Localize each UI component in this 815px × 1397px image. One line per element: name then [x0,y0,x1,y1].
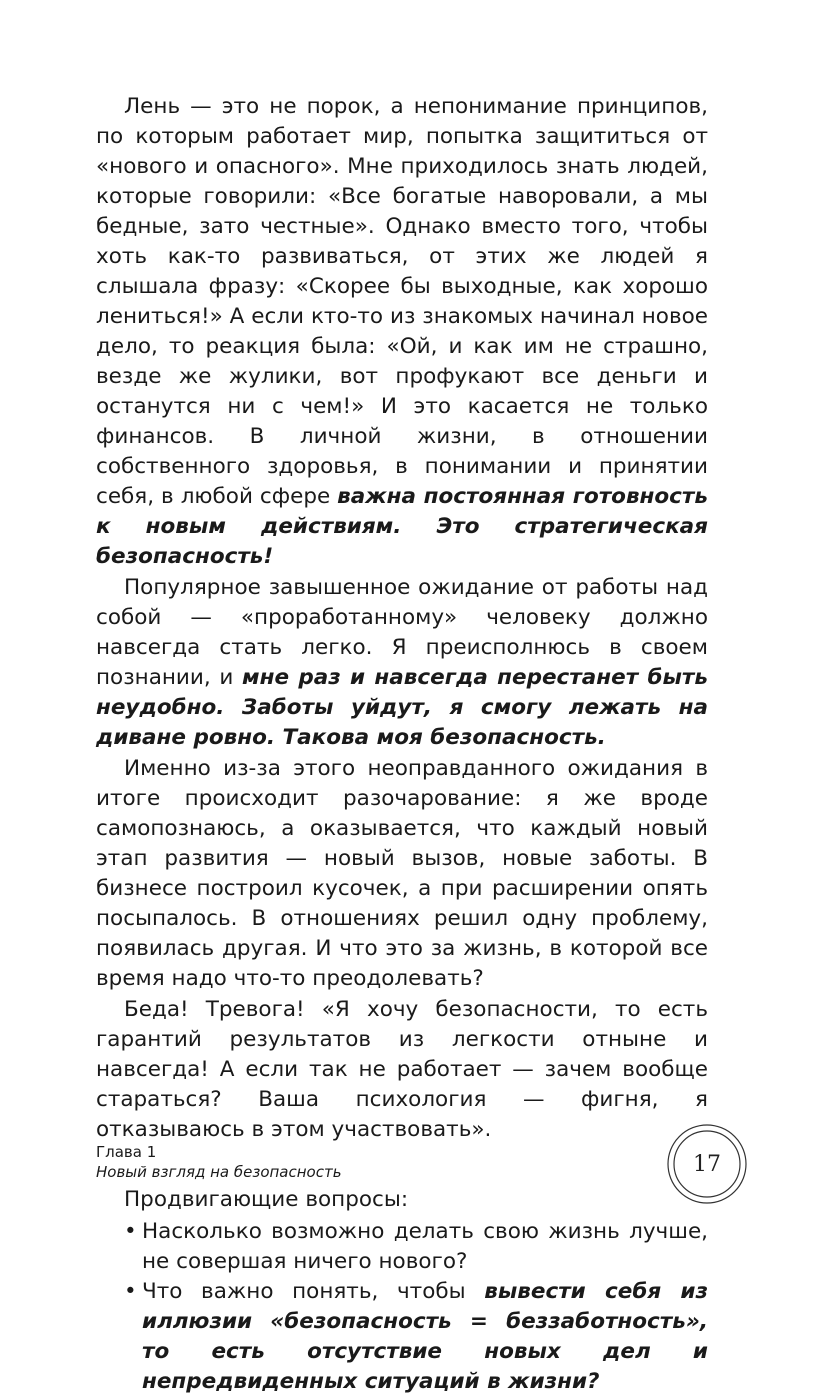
text-run: Именно из-за этого неоправданного ожидания в итоге происходит разочарование: я же вроде самопознаюсь, а оказывается, что каждый новый этап развития — новый вызов, новые заботы. В бизнесе построил кусочек, а при расширении опять посыпалось. В отношениях решил одну проблему, появилась другая. И что это за жизнь, в которой все время надо что-то преодолевать? [96,756,708,991]
chapter-subtitle: Новый взгляд на безопасность [96,1163,342,1181]
bullet-icon: • [124,1219,137,1244]
text-run: Что важно понять, чтобы [142,1279,485,1304]
paragraph [96,573,708,753]
text-run: Лень — это не порок, а непонимание принципов, по которым работает мир, попытка защититься от «нового и опасного». Мне приходилось знать людей, которые говорили: «Все богатые наворовали, а мы бедные, зато честные». Однако вместо того, чтобы хоть как-то развиваться, от этих же людей я слышала фразу: «Скорее бы выходные, как хорошо лениться!» А если кто-то из знакомых начинал новое дело, то реакция была: «Ой, и как им не страшно, везде же жулики, вот профукают все деньги и останутся ни с чем!» И это касается не только финансов. В личной жизни, в отношении собственного здоровья, в понимании и принятии себя, в любой сфере [96,94,708,509]
text-run: Беда! Тревога! «Я хочу безопасности, то есть гарантий результатов из легкости отныне и навсегда! А если так не работает — зачем вообще стараться? Ваша психология — фигня, я отказываюсь в этом участвовать». [96,997,708,1142]
paragraphs [96,92,708,1145]
question-item [124,1217,708,1277]
page-number: 17 [693,1151,721,1177]
page-number-badge [666,1123,748,1205]
chapter-label: Глава 1 [96,1143,157,1161]
bullet-icon: • [124,1279,137,1304]
running-footer [96,1142,342,1182]
questions-list [96,1217,708,1397]
emphasis-text: важна постоянная готовность к новым действиям. Это стратегическая безопасность! [96,484,708,569]
emphasis-text: мне раз и навсегда перестанет быть неудобно. Заботы уйдут, я смогу лежать на диване ровно. Такова моя безопасность. [96,665,708,750]
paragraph [96,754,708,994]
text-run: Насколько возможно делать свою жизнь лучше, не совершая ничего нового? [142,1219,708,1274]
paragraph [96,92,708,572]
question-item [124,1277,708,1397]
questions-title: Продвигающие вопросы: [124,1187,409,1212]
body-text [96,92,708,1397]
text-run: Популярное завышенное ожидание от работы над собой — «проработанному» человеку должно навсегда стать легко. Я преисполнюсь в своем познании, и [96,575,708,690]
emphasis-text: вывести себя из иллюзии «безопасность = беззаботность», то есть отсутствие новых дел и непредвиденных ситуаций в жизни? [142,1279,708,1394]
paragraph [96,995,708,1145]
